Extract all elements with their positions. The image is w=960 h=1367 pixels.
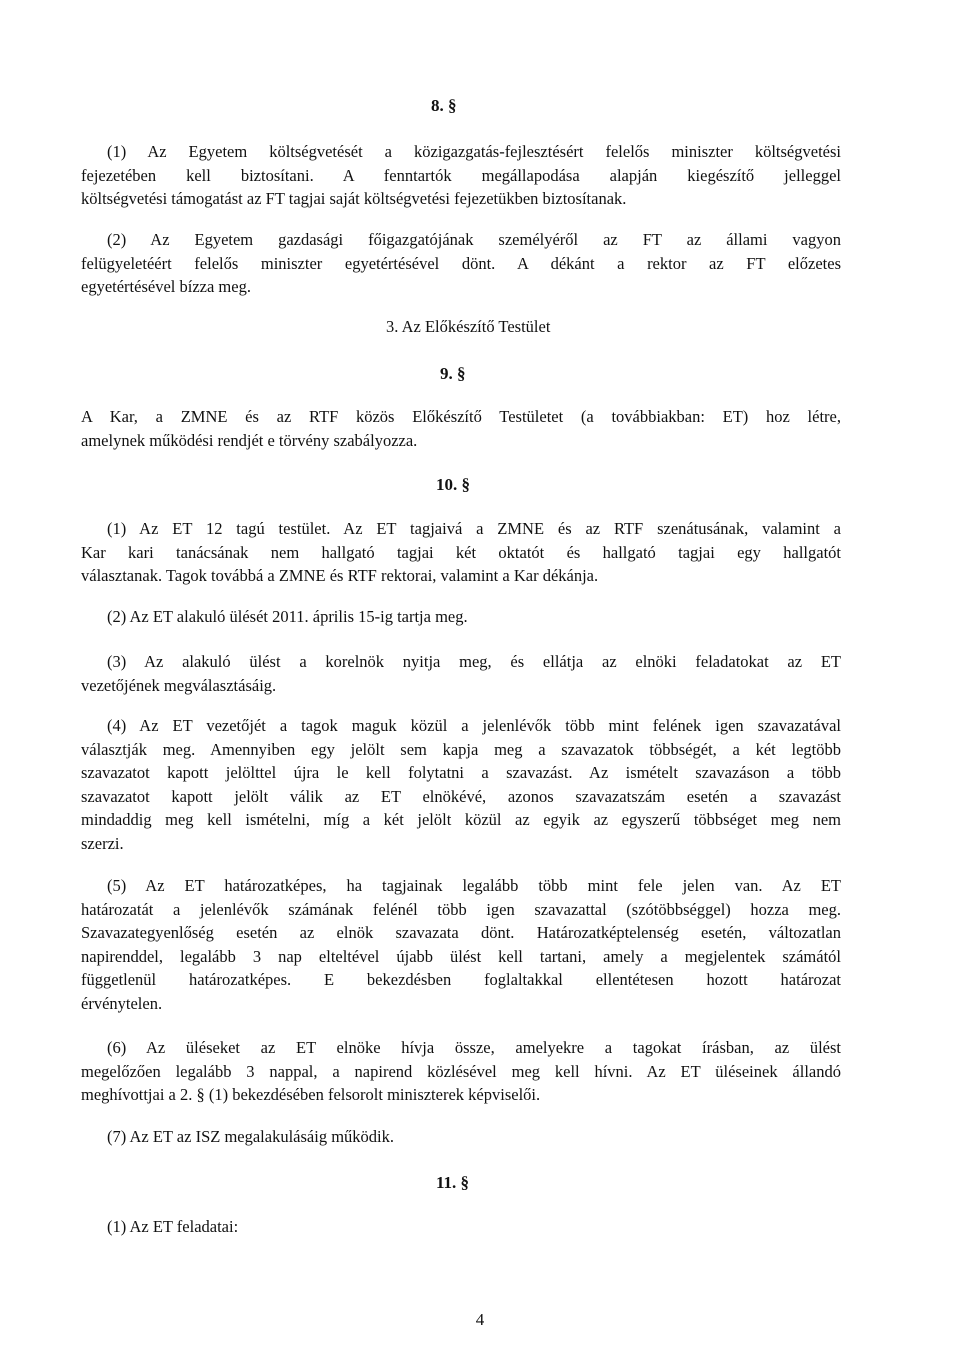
page-number: 4 (475, 1310, 485, 1329)
text-line: (1) Az ET feladatai: (107, 1217, 239, 1236)
text-line: napirenddel, legalább 3 nap elteltével újabb ülést kell tartani, amely a megjelentek számától (81, 946, 841, 966)
text-line: megelőzően legalább 3 nappal, a napirend közlésével meg kell hívni. Az ET üléseinek állandó (81, 1061, 841, 1081)
section-10-paragraph-2 (81, 605, 841, 629)
text-line: szerzi. (81, 833, 124, 853)
section-8-paragraph-1 (81, 140, 841, 211)
text-line: Szavazategyenlőség esetén az elnök szavazata dönt. Határozatképtelenség esetén, változatlan (81, 923, 841, 943)
section-8-heading: 8. § (431, 96, 457, 115)
section-10-paragraph-1 (81, 517, 841, 588)
text-line: (7) Az ET az ISZ megalakulásáig működik. (107, 1127, 394, 1146)
chapter-3-title: 3. Az Előkészítő Testület (386, 317, 551, 336)
section-10-paragraph-5 (81, 874, 841, 1016)
section-9-paragraph-1 (81, 405, 841, 452)
text-line: választanak. Tagok továbbá a ZMNE és RTF rektorai, valamint a Kar dékánja. (81, 566, 599, 586)
text-line: (6) Az üléseket az ET elnöke hívja össze, amelyekre a tagokat írásban, az ülést (107, 1038, 841, 1057)
text-line: (2) Az Egyetem gazdasági főigazgatójának személyéről az FT az állami vagyon (107, 230, 841, 249)
section-11-heading: 11. § (436, 1173, 470, 1192)
text-line: meghívottjai a 2. § (1) bekezdésében felsorolt miniszterek képviselői. (81, 1085, 541, 1105)
text-line: fejezetében kell biztosítani. A fenntartók megállapodása alapján kiegészítő jelleggel (81, 165, 841, 185)
text-line: szavazatot kapott jelölt válik az ET elnökévé, azonos szavazatszám esetén a szavazást (81, 786, 841, 806)
section-10-paragraph-7 (81, 1125, 841, 1149)
section-11-paragraph-1 (81, 1215, 841, 1239)
text-line: amelynek működési rendjét e törvény szabályozza. (81, 430, 418, 450)
text-line: költségvetési támogatást az FT tagjai saját költségvetési fejezetükben biztosítanak. (81, 189, 627, 209)
text-line: (4) Az ET vezetőjét a tagok maguk közül a jelenlévők több mint felének igen szavazatával (107, 716, 841, 735)
text-line: felügyeletéért felelős miniszter egyetértésével dönt. A dékánt a rektor az FT előzetes (81, 253, 841, 273)
text-line: vezetőjének megválasztásáig. (81, 675, 277, 695)
section-9-heading: 9. § (440, 364, 466, 383)
text-line: (3) Az alakuló ülést a korelnök nyitja meg, és ellátja az elnöki feladatokat az ET (107, 652, 841, 671)
text-line: (5) Az ET határozatképes, ha tagjainak legalább több mint fele jelen van. Az ET (107, 876, 841, 895)
section-10-heading: 10. § (436, 475, 470, 494)
text-line: A Kar, a ZMNE és az RTF közös Előkészítő Testületet (a továbbiakban: ET) hoz létre, (81, 407, 841, 426)
text-line: mindaddig meg kell ismételni, míg a két jelölt közül az egyik az egyszerű többséget meg nem (81, 810, 841, 830)
text-line: függetlenül határozatképes. E bekezdésben foglaltakkal ellentétesen hozott határozat (81, 970, 841, 990)
text-line: határozatát a jelenlévők számának felénél több igen szavazattal (szótöbbséggel) hozza meg. (81, 899, 841, 919)
text-line: (1) Az ET 12 tagú testület. Az ET tagjaivá a ZMNE és az RTF szenátusának, valamint a (107, 519, 841, 538)
section-10-paragraph-6 (81, 1036, 841, 1107)
section-10-paragraph-4 (81, 714, 841, 856)
text-line: szavazatot kapott jelölttel újra le kell folytatni a szavazást. Az ismételt szavazáson a több (81, 763, 841, 783)
text-line: (1) Az Egyetem költségvetését a közigazgatás-fejlesztésért felelős miniszter költségvetési (107, 142, 841, 161)
text-line: Kar kari tanácsának nem hallgató tagjai két oktatót és hallgató tagjai egy hallgatót (81, 542, 841, 562)
text-line: egyetértésével bízza meg. (81, 277, 251, 297)
text-line: választják meg. Amennyiben egy jelölt sem kapja meg a szavazatok többségét, a két legtöbb (81, 739, 841, 759)
text-line: érvénytelen. (81, 993, 163, 1013)
section-10-paragraph-3 (81, 650, 841, 697)
section-8-paragraph-2 (81, 228, 841, 299)
text-line: (2) Az ET alakuló ülését 2011. április 15-ig tartja meg. (107, 607, 468, 626)
